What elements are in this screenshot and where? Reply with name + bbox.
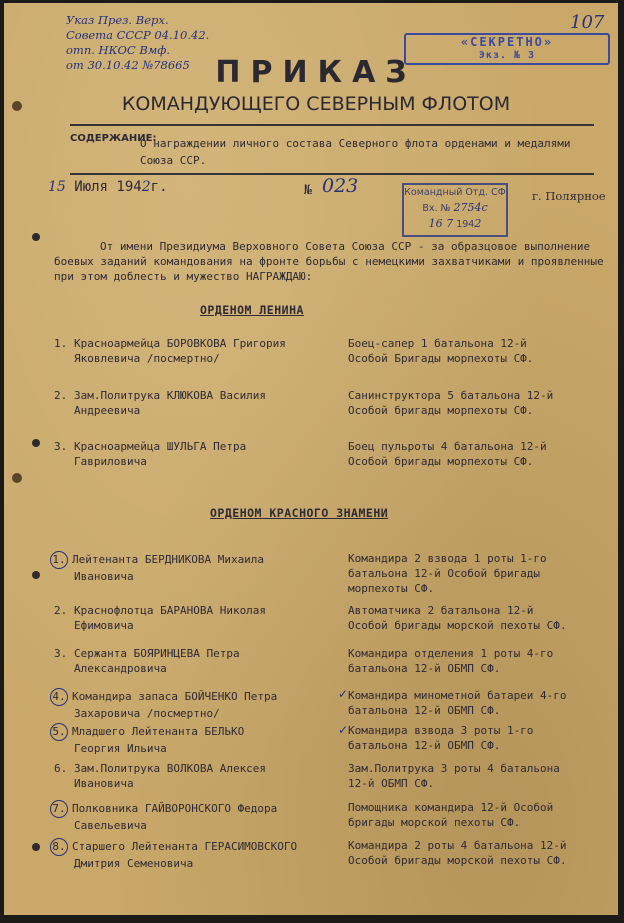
entry-name-line: Ивановича <box>74 570 134 583</box>
entry-role-line: Особой бригады морской пехоты СФ. <box>348 854 567 867</box>
pin-mark <box>32 571 40 579</box>
award-entry-role <box>348 603 610 633</box>
entry-name-line: Ивановича <box>74 777 134 790</box>
entry-number: 3. <box>54 440 68 453</box>
entry-number: 2. <box>54 604 68 617</box>
award-entry-role <box>348 761 610 791</box>
entry-name-line: Георгия Ильича <box>74 742 167 755</box>
award-entry-role <box>348 646 610 676</box>
entry-name-line: Полковника ГАЙВОРОНСКОГО Федора <box>72 802 278 815</box>
entry-role-line: Особой бригады морской пехоты СФ. <box>348 619 567 632</box>
handwritten-note-line: Совета СССР 04.10.42. <box>66 28 210 42</box>
entry-role-line: бригады морской пехоты СФ. <box>348 816 521 829</box>
entry-role-line: батальона 12-й Особой бригады <box>348 567 541 580</box>
entry-name-line: Красноармейца ШУЛЬГА Петра <box>74 440 247 453</box>
punch-hole <box>12 473 22 483</box>
entry-name-line: Лейтенанта БЕРДНИКОВА Михаила <box>72 553 265 566</box>
award-entry-role <box>348 838 610 868</box>
entry-number: 3. <box>54 647 68 660</box>
handwritten-note-line: Указ През. Верх. <box>66 13 169 27</box>
secret-stamp-number: Экз. № 3 <box>478 50 536 61</box>
award-entry-role <box>348 388 610 418</box>
award-entry-name <box>54 336 344 366</box>
entry-role-line: морпехоты СФ. <box>348 582 435 595</box>
document-title: ПРИКАЗ <box>215 55 417 90</box>
award-entry-name <box>54 439 344 469</box>
date-year-prefix: 194 <box>116 179 142 195</box>
award-entry-name <box>54 388 344 418</box>
entry-name-line: Захаровича /посмертно/ <box>74 707 220 720</box>
document-subtitle: КОМАНДУЮЩЕГО СЕВЕРНЫМ ФЛОТОМ <box>121 93 511 115</box>
entry-role-line: Автоматчика 2 батальона 12-й <box>348 604 534 617</box>
award-entry-name <box>54 688 344 721</box>
award-entry-name <box>54 800 344 833</box>
entry-role-line: Командира отделения 1 роты 4-го <box>348 647 554 660</box>
entry-role-line: Командира минометной батареи 4-го <box>348 689 567 702</box>
award-entry-name <box>54 603 344 633</box>
entry-name-line: Младшего Лейтенанта БЕЛЬКО <box>72 725 245 738</box>
entry-number: 1. <box>54 337 68 350</box>
date-year-label: г. <box>150 179 168 195</box>
check-mark-icon: ✓ <box>338 687 349 701</box>
entry-role-line: Особой бригады морпехоты СФ. <box>348 404 534 417</box>
registry-stamp-year: 194 <box>456 219 475 230</box>
entry-role-line: 12-й ОБМП СФ. <box>348 777 435 790</box>
entry-name-line: Красноармейца БОРОВКОВА Григория <box>74 337 286 350</box>
award-entry-name <box>54 761 344 791</box>
entry-name-line: Зам.Политрука ВОЛКОВА Алексея <box>74 762 267 775</box>
registry-stamp-year-suffix: 2 <box>474 217 482 230</box>
entry-name-line: Яковлевича /посмертно/ <box>74 352 220 365</box>
preamble: От имени Президиума Верховного Совета Союза ССР - за образцовое выполнение боевых заданий командования на фронте борьбы с немецкими захватчиками и проявленные при этом доблесть и мужество НАГРАЖДАЮ: <box>54 240 604 283</box>
pin-mark <box>32 843 40 851</box>
entry-number-circled: 5. <box>50 723 68 741</box>
entry-name-line: Краснофлотца БАРАНОВА Николая <box>74 604 267 617</box>
entry-number: 6. <box>54 762 68 775</box>
entry-number-circled: 1. <box>50 551 68 569</box>
award-entry-role <box>348 336 610 366</box>
divider <box>70 124 594 126</box>
entry-name-line: Александровича <box>74 662 167 675</box>
order-number-label: № <box>304 183 312 198</box>
punch-hole <box>12 101 22 111</box>
entry-role-line: Командира 2 взвода 1 роты 1-го <box>348 552 547 565</box>
entry-name-line: Ефимовича <box>74 619 134 632</box>
pin-mark <box>32 233 40 241</box>
registry-stamp-date: 16 7 <box>428 217 454 230</box>
content-label: СОДЕРЖАНИЕ: <box>70 133 157 144</box>
entry-name-line: Дмитрия Семеновича <box>74 857 194 870</box>
section-heading-red-banner: ОРДЕНОМ КРАСНОГО ЗНАМЕНИ <box>210 506 389 520</box>
entry-role-line: Помощника командира 12-й Особой <box>348 801 554 814</box>
award-entry-name <box>54 551 344 584</box>
award-entry-role <box>348 551 610 596</box>
award-entry-role <box>348 723 610 753</box>
entry-name-line: Савельевича <box>74 819 147 832</box>
entry-role-line: батальона 12-й ОБМП СФ. <box>348 739 501 752</box>
entry-role-line: Особой Бригады морпехоты СФ. <box>348 352 534 365</box>
order-date <box>48 179 168 195</box>
entry-name-line: Старшего Лейтенанта ГЕРАСИМОВСКОГО <box>72 840 298 853</box>
entry-name-line: Зам.Политрука КЛЮКОВА Василия <box>74 389 267 402</box>
award-entry-name <box>54 723 344 756</box>
entry-name-line: Командира запаса БОЙЧЕНКО Петра <box>72 690 278 703</box>
secret-stamp-text: «СЕКРЕТНО» <box>460 35 554 49</box>
page-number: 107 <box>570 12 605 33</box>
entry-name-line: Гавриловича <box>74 455 147 468</box>
registry-stamp-line1: Командный Отд. СФ <box>404 187 506 198</box>
entry-name-line: Сержанта БОЯРИНЦЕВА Петра <box>74 647 240 660</box>
document-page <box>4 3 618 915</box>
date-month: Июля <box>74 179 108 195</box>
entry-number-circled: 4. <box>50 688 68 706</box>
date-day: 15 <box>48 179 66 195</box>
registry-stamp-number: 2754с <box>453 201 488 214</box>
entry-number: 2. <box>54 389 68 402</box>
entry-number-circled: 7. <box>50 800 68 818</box>
pin-mark <box>32 439 40 447</box>
award-entry-role <box>348 688 610 718</box>
city: г. Полярное <box>532 189 606 203</box>
entry-role-line: Зам.Политрука 3 роты 4 батальона <box>348 762 560 775</box>
date-year-suffix: 2 <box>141 179 151 195</box>
handwritten-note-line: от 30.10.42 №78665 <box>66 58 190 72</box>
order-number: 023 <box>322 175 359 197</box>
entry-role-line: Командира взвода 3 роты 1-го <box>348 724 534 737</box>
entry-role-line: Боец пульроты 4 батальона 12-й <box>348 440 547 453</box>
entry-role-line: батальона 12-й ОБМП СФ. <box>348 662 501 675</box>
section-heading-lenin: ОРДЕНОМ ЛЕНИНА <box>200 303 304 317</box>
award-entry-role <box>348 800 610 830</box>
entry-role-line: Боец-сапер 1 батальона 12-й <box>348 337 527 350</box>
content-text: О награждении личного состава Северного флота орденами и медалями Союза ССР. <box>140 137 571 167</box>
handwritten-note-line: отп. НКОС Вмф. <box>66 43 170 57</box>
award-entry-name <box>54 838 344 871</box>
entry-role-line: Особой бригады морпехоты СФ. <box>348 455 534 468</box>
registry-stamp-label: Вх. № <box>422 203 451 214</box>
award-entry-role <box>348 439 610 469</box>
award-entry-name <box>54 646 344 676</box>
entry-number-circled: 8. <box>50 838 68 856</box>
entry-role-line: батальона 12-й ОБМП СФ. <box>348 704 501 717</box>
registry-stamp <box>402 183 508 237</box>
check-mark-icon: ✓ <box>338 723 349 737</box>
entry-name-line: Андреевича <box>74 404 141 417</box>
entry-role-line: Санинструктора 5 батальона 12-й <box>348 389 554 402</box>
entry-role-line: Командира 2 роты 4 батальона 12-й <box>348 839 567 852</box>
